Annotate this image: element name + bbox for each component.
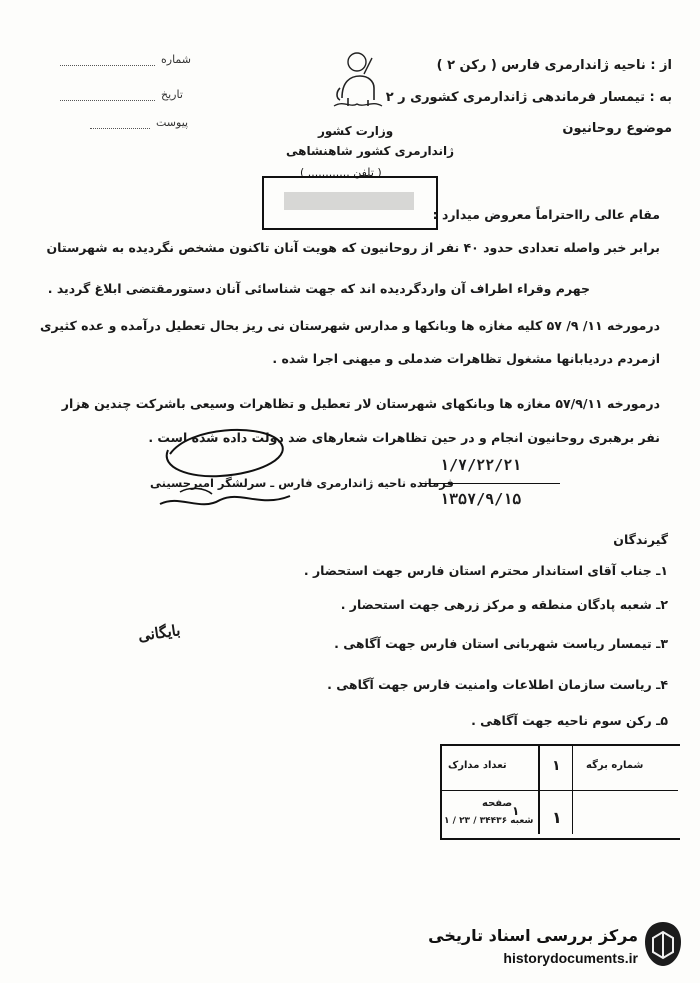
recipient-2: ۲ـ شعبه پادگان منطقه و مرکز زرهی جهت استحضار .: [340, 597, 668, 612]
registry-label-sheet: شماره برگه: [586, 760, 644, 771]
registry-page-value: ۱: [552, 808, 562, 827]
body-line-6: نفر برهبری روحانیون انجام و در حین تظاهرات شعارهای ضد دولت داده شده است .: [148, 430, 660, 445]
gendarmerie-title: ژاندارمری کشور شاهنشاهی: [286, 144, 455, 158]
body-line-5: درمورخه ۵۷/۹/۱۱ مغازه ها وبانکهای شهرستان لار تعطیل و تظاهرات وسیعی باشرکت چندین هزار: [61, 396, 660, 411]
history-docs-logo-icon: [642, 918, 684, 970]
recipient-5: ۵ـ رکن سوم ناحیه جهت آگاهی .: [471, 713, 668, 728]
margin-note: بایگانی: [136, 621, 182, 645]
signature-line: فرمانده ناحیه ژاندارمری فارس ـ سرلشگر امیرحسینی: [150, 476, 454, 490]
ref-number: ۱/۷/۲۲/۲۱: [440, 456, 522, 474]
salutation: مقام عالی رااحتراماً معروض میدارد :: [432, 207, 660, 222]
to-line: به : تیمسار فرماندهی ژاندارمری کشوری ر ۲: [385, 90, 672, 105]
footer-url: historydocuments.ir: [503, 950, 638, 966]
registry-label-docs: تعداد مدارک: [448, 760, 507, 771]
handwritten-signature: [150, 416, 310, 516]
attachment-label: پیوست: [156, 116, 189, 129]
signature-date: ۱۳۵۷/۹/۱۵: [440, 490, 522, 508]
date-field: [60, 88, 183, 101]
registry-label-page: صفحه: [482, 798, 513, 809]
registry-code: شعبه ۳۴۴۳۶ / ۲۳ / ۱: [444, 816, 534, 826]
date-label: تاریخ: [161, 88, 183, 101]
footer-title: مرکز بررسی اسناد تاریخی: [428, 926, 638, 945]
subject-line: موضوع روحانیون: [562, 121, 672, 136]
number-label: شماره: [161, 53, 192, 66]
lion-and-sun-emblem: [328, 48, 386, 112]
body-line-3: درمورخه ۱۱/ ۹/ ۵۷ کلیه مغازه ها وبانکها و مدارس شهرستان نی ریز بحال تعطیل درآمده و عده کثیری: [40, 318, 660, 333]
recipient-1: ۱ـ جناب آقای استاندار محترم استان فارس جهت استحضار .: [303, 563, 668, 578]
recipients-title: گیرندگان: [613, 532, 668, 547]
recipient-3: ۳ـ تیمسار ریاست شهربانی استان فارس جهت آگاهی .: [334, 636, 668, 651]
footer-brand: [420, 912, 690, 974]
attachment-field: [90, 116, 188, 129]
body-line-4: ازمردم دردیابانها مشغول تظاهرات ضدملی و میهنی اجرا شده .: [272, 351, 660, 366]
signature-underline: [420, 483, 560, 484]
received-stamp: [262, 176, 438, 230]
from-line: از : ناحیه ژاندارمری فارس ( رکن ۲ ): [436, 58, 672, 73]
ministry-title: وزارت کشور: [318, 124, 394, 138]
body-line-1: برابر خبر واصله تعدادی حدود ۴۰ نفر از روحانیون که هویت آنان تاکنون مشخص نگردیده به شهرستان: [46, 240, 660, 255]
body-line-2: جهرم وقراء اطراف آن واردگردیده اند که جهت شناسائی آنان دستورمقتضی ابلاغ گردید .: [47, 281, 590, 296]
registry-doc-value: ۱: [512, 804, 520, 818]
registry-table: [440, 744, 680, 840]
recipient-4: ۴ـ ریاست سازمان اطلاعات وامنیت فارس جهت آگاهی .: [327, 677, 668, 692]
phone-line: ( تلفن ............ ): [300, 166, 382, 179]
registry-sheet-value: ۱: [552, 758, 561, 774]
number-field: [60, 53, 191, 66]
